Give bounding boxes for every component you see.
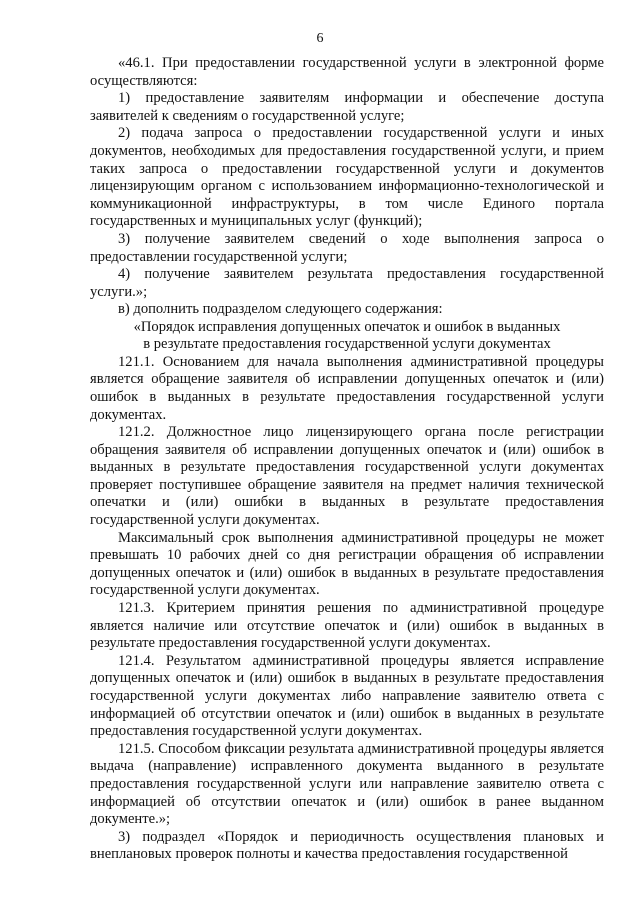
paragraph-121-2: 121.2. Должностное лицо лицензирующего органа после регистрации обращения заявителя об исправлении допущенных опечаток и (или) ошибок в выданных в результате предоставления государственной услуги документах проверяет поступившее обращение заявителя на предмет наличия технической опечатки и (или) ошибки в выданных в результате предоставления государственной услуги документах. (90, 424, 604, 529)
paragraph-max-term: Максимальный срок выполнения административной процедуры не может превышать 10 рабочих дней со дня регистрации обращения об исправлении допущенных опечаток и (или) ошибок в выданных в результате предоставления государственной услуги документах. (90, 529, 604, 599)
paragraph-121-5: 121.5. Способом фиксации результата административной процедуры является выдача (направление) исправленного документа выданного в результате предоставления государственной услуги или направление заявителю ответа с информацией об отсутствии опечаток и (или) ошибок в ранее выданном документе.»; (90, 740, 604, 828)
list-item-4: 4) получение заявителем результата предоставления государственной услуги.»; (90, 266, 604, 300)
paragraph-121-1: 121.1. Основанием для начала выполнения административной процедуры является обращение заявителя об исправлении допущенных опечаток и (или) ошибок в выданных в результате предоставления государственной услуги документах. (90, 353, 604, 423)
subsection-heading-line-1: «Порядок исправления допущенных опечаток и ошибок в выданных (133, 318, 561, 335)
paragraph-121-3: 121.3. Критерием принятия решения по административной процедуре является наличие или отсутствие опечаток и (или) ошибок в выданных в результате предоставления государственной услуги документах. (90, 600, 604, 652)
paragraph-121-4: 121.4. Результатом административной процедуры является исправление допущенных опечаток и (или) ошибок в выданных в результате предоставления государственной услуги документах либо направление заявителю ответа с информацией об отсутствии опечаток и (или) ошибок в выданных в результате предоставления государственной услуги документах. (90, 652, 604, 740)
subsection-heading-line-2: в результате предоставления государственной услуги документах (143, 336, 551, 353)
paragraph-3-subsection: 3) подраздел «Порядок и периодичность осуществления плановых и внеплановых проверок полноты и качества предоставления государственной (90, 828, 604, 863)
list-item-2: 2) подача запроса о предоставлении государственной услуги и иных документов, необходимых для предоставления государственной услуги, и прием таких запроса о предоставлении государственной услуги и документов лицензирующим органом с использованием информационно-технологической и коммуникационной инфраструктуры, в том числе Единого портала государственных и муниципальных услуг (функций); (90, 125, 604, 230)
document-body (90, 55, 604, 864)
paragraph-46-1-intro: «46.1. При предоставлении государственной услуги в электронной форме осуществляются: (90, 55, 604, 89)
list-item-3: 3) получение заявителем сведений о ходе выполнения запроса о предоставлении государственной услуги; (90, 230, 604, 265)
page-number: 6 (316, 31, 324, 46)
amendment-v: в) дополнить подразделом следующего содержания: (118, 301, 443, 318)
list-item-1: 1) предоставление заявителям информации и обеспечение доступа заявителей к сведениям о государственной услуге; (90, 90, 604, 124)
subsection-heading (90, 319, 604, 354)
